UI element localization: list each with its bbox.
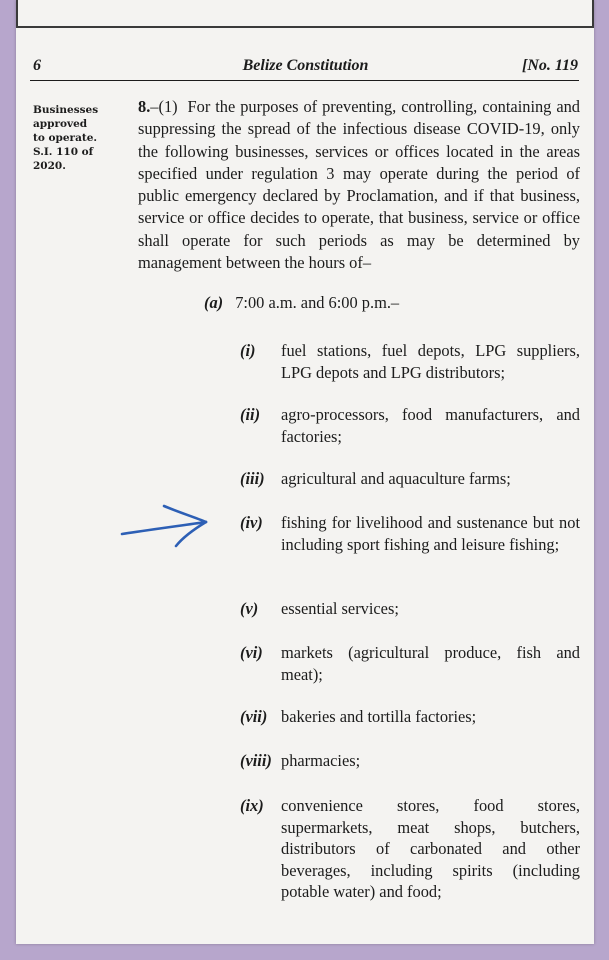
list-item xyxy=(240,642,580,685)
margin-note xyxy=(33,103,103,173)
list-item-label: (vii) xyxy=(240,707,268,726)
regulation-paragraph xyxy=(138,96,580,274)
page-header xyxy=(33,57,578,81)
list-item-label: (v) xyxy=(240,599,259,618)
list-item xyxy=(240,795,580,903)
subsection-a xyxy=(204,293,399,313)
document-title: Belize Constitution xyxy=(242,57,369,74)
list-item-text: convenience stores, food stores, supermarkets, meat shops, butchers, distributors of carbonated and other beverages, including spirits (including potable water) and food; xyxy=(281,796,580,901)
margin-note-line: 2020. xyxy=(33,160,66,172)
list-item-label: (vi) xyxy=(240,643,263,662)
page-number: 6 xyxy=(33,57,41,74)
list-item xyxy=(240,468,580,490)
list-item-label: (i) xyxy=(240,341,256,360)
list-item-text: essential services; xyxy=(281,599,399,618)
list-item-label: (viii) xyxy=(240,751,272,770)
list-item xyxy=(240,750,580,772)
list-item xyxy=(240,706,580,728)
list-item-text: fishing for livelihood and sustenance but not including sport fishing and leisure fishing; xyxy=(281,513,580,554)
handdrawn-arrow-icon xyxy=(118,500,218,550)
list-item-text: bakeries and tortilla factories; xyxy=(281,707,477,726)
paragraph-number: 8. xyxy=(138,97,151,116)
list-item-highlighted xyxy=(240,512,580,555)
list-item-label: (iv) xyxy=(240,513,263,532)
subsection-a-label: (a) xyxy=(204,293,224,312)
list-item-label: (ix) xyxy=(240,796,264,815)
margin-note-line: to operate. xyxy=(33,132,98,144)
list-item xyxy=(240,340,580,383)
list-item-text: agricultural and aquaculture farms; xyxy=(281,469,511,488)
list-item xyxy=(240,598,580,620)
margin-note-line: approved xyxy=(33,118,88,130)
subsection-a-text: 7:00 a.m. and 6:00 p.m.– xyxy=(235,293,400,312)
document-number: [No. 119 xyxy=(522,57,578,74)
list-item-label: (ii) xyxy=(240,405,261,424)
list-item-label: (iii) xyxy=(240,469,265,488)
list-item-text: fuel stations, fuel depots, LPG suppliers, LPG depots and LPG distributors; xyxy=(281,341,580,382)
paragraph-text: For the purposes of preventing, controlling, containing and suppressing the spread of the infectious disease COVID-19, only the following businesses, services or offices located in the areas specified under regulation 3 may operate during the period of public emergency declared by Proclamation, and if that business, service or office decides to operate, that business, service or office shall operate for such periods as may be determined by management between the hours of– xyxy=(138,97,581,273)
header-rule xyxy=(30,80,579,81)
list-item-text: agro-processors, food manufacturers, and factories; xyxy=(281,405,580,446)
list-item-text: markets (agricultural produce, fish and meat); xyxy=(281,643,580,684)
margin-note-line: Businesses xyxy=(33,104,99,116)
margin-note-line: S.I. 110 of xyxy=(33,146,94,158)
list-item-text: pharmacies; xyxy=(281,751,361,770)
list-item xyxy=(240,404,580,447)
paragraph-subsection: –(1) xyxy=(150,97,178,116)
previous-page-frame xyxy=(16,0,594,28)
